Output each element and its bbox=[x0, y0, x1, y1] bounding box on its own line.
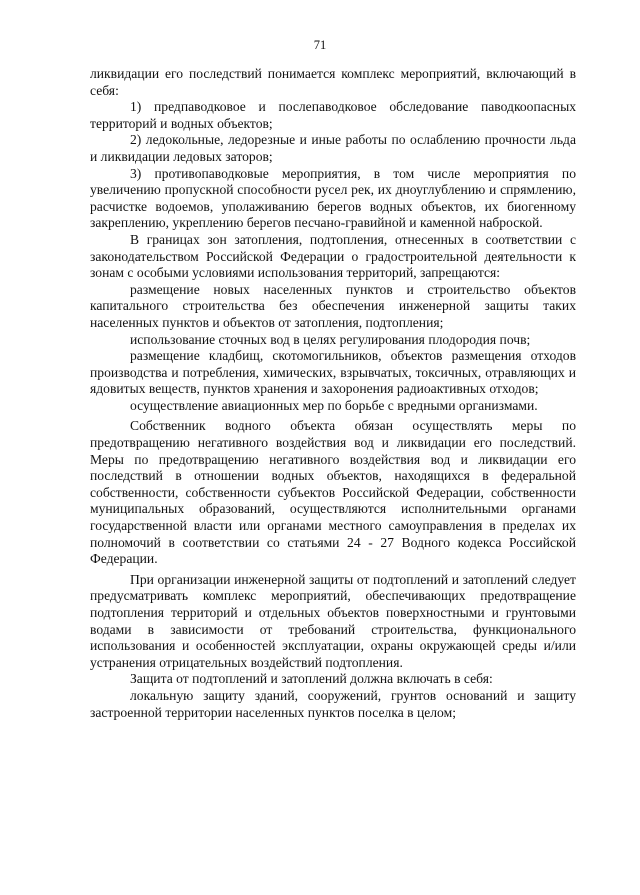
page-number: 71 bbox=[313, 38, 327, 52]
paragraph: ликвидации его последствий понимается комплекс мероприятий, включающий в себя: bbox=[90, 66, 576, 98]
paragraph: осуществление авиационных мер по борьбе с вредными организмами. bbox=[130, 397, 538, 413]
paragraph: 3) противопаводковые мероприятия, в том числе мероприятия по увеличению пропускной способности русел рек, их дноуглублению и спрямлению, расчистке водоемов, уполаживанию берегов водных объектов, их биогенному закреплению, укреплению берегов песчано-гравийной и каменной наброской. bbox=[90, 165, 576, 231]
paragraph: размещение новых населенных пунктов и строительство объектов капитального строительства без обеспечения инженерной защиты таких населенных пунктов и объектов от затопления, подтопления; bbox=[90, 281, 576, 330]
paragraph: размещение кладбищ, скотомогильников, объектов размещения отходов производства и потребления, химических, взрывчатых, токсичных, отравляющих и ядовитых веществ, пунктов хранения и захоронения радиоактивных отходов; bbox=[90, 348, 576, 397]
paragraph: локальную защиту зданий, сооружений, грунтов оснований и защиту застроенной территории населенных пунктов поселка в целом; bbox=[90, 687, 576, 720]
paragraph: В границах зон затопления, подтопления, отнесенных в соответствии с законодательством Российской Федерации о градостроительной деятельности к зонам с особыми условиями использования территорий, запрещаются: bbox=[90, 231, 576, 281]
paragraph: Защита от подтоплений и затоплений должна включать в себя: bbox=[130, 671, 493, 687]
paragraph: Собственник водного объекта обязан осуществлять меры по предотвращению негативного воздействия вод и ликвидации его последствий. Меры по предотвращению негативного воздействия вод и ликвидации его последствий в отношении водных объектов, находящихся в федеральной собственности, собственности субъектов Российской Федерации, собственности муниципальных образований, осуществляются исполнительными органами государственной власти или органами местного самоуправления в пределах их полномочий в соответствии со статьями 24 - 27 Водного кодекса Российской Федерации. bbox=[90, 418, 576, 567]
paragraph: использование сточных вод в целях регулирования плодородия почв; bbox=[130, 331, 531, 347]
document-body bbox=[90, 66, 576, 721]
paragraph: 1) предпаводковое и послепаводковое обследование паводкоопасных территорий и водных объектов; bbox=[90, 99, 576, 131]
paragraph: При организации инженерной защиты от подтоплений и затоплений следует предусматривать комплекс мероприятий, обеспечивающих предотвращение подтопления территорий и отдельных объектов поверхностными и грунтовыми водами в зависимости от требований строительства, функционального использования и особенностей эксплуатации, охраны окружающей среды и/или устранения отрицательных воздействий подтопления. bbox=[90, 571, 576, 670]
paragraph: 2) ледокольные, ледорезные и иные работы по ослаблению прочности льда и ликвидации ледовых заторов; bbox=[90, 132, 576, 164]
